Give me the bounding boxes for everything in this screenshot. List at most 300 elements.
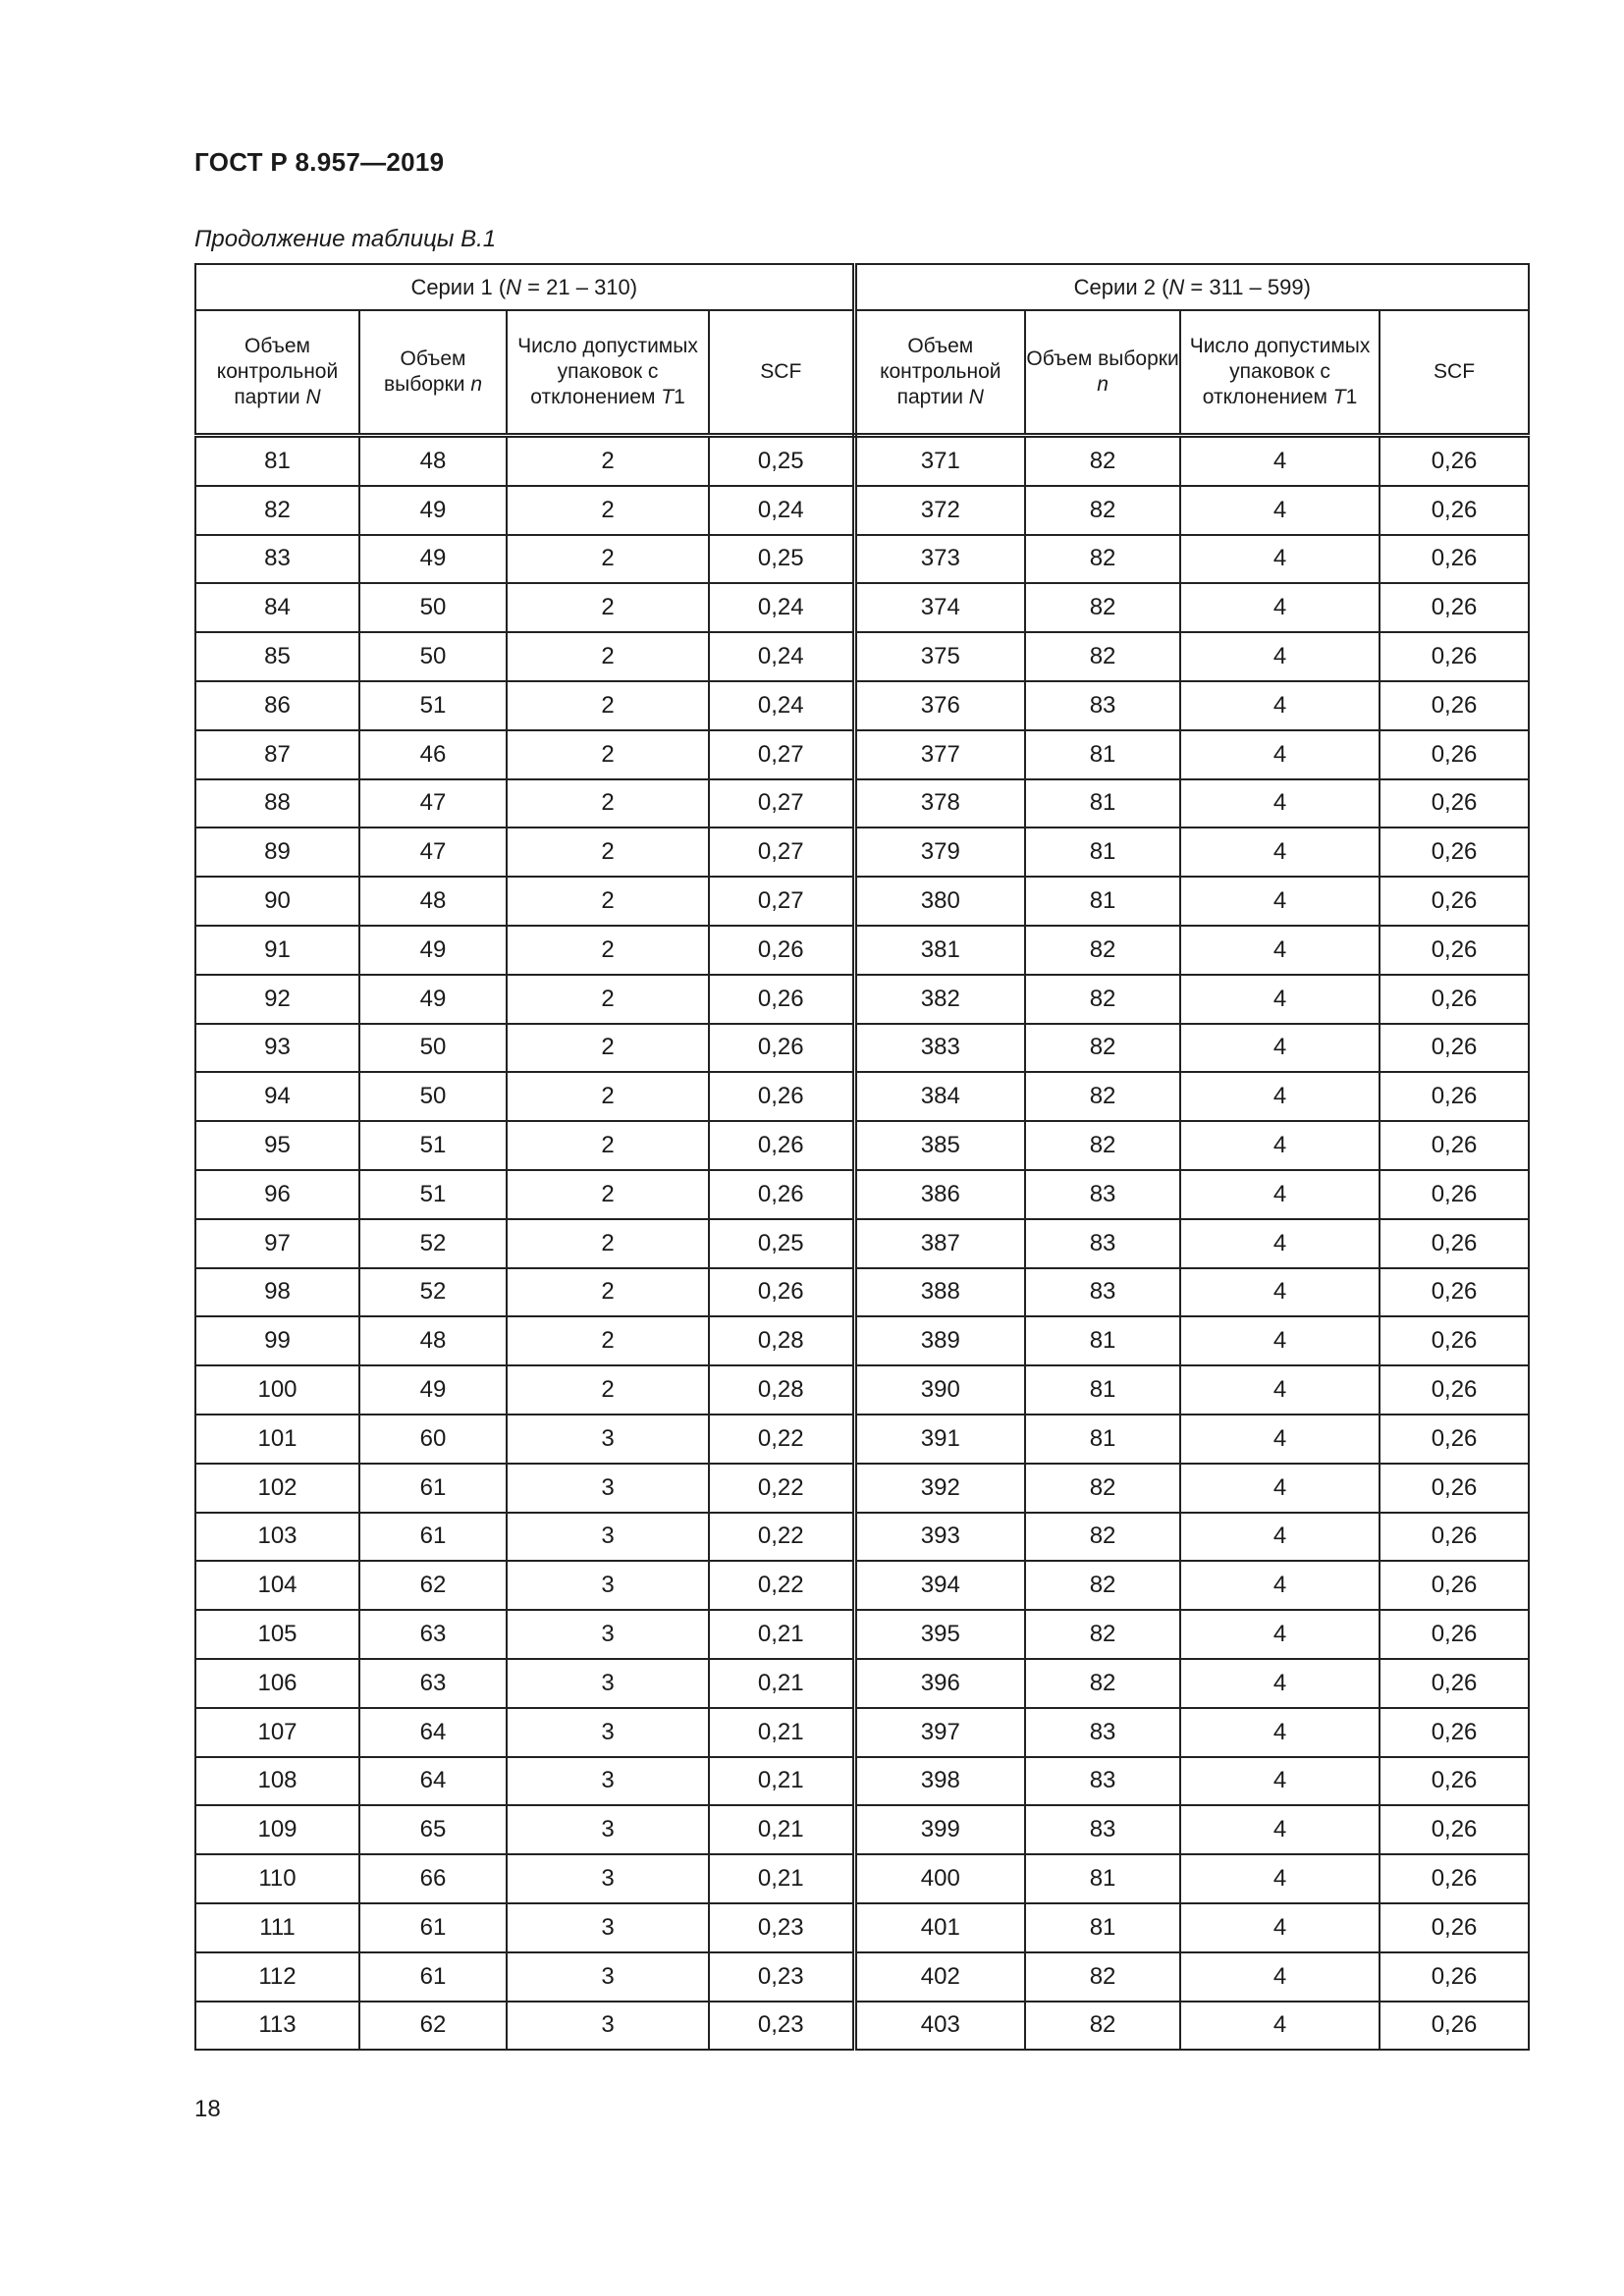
cell-sample-volume-2: 81: [1025, 1903, 1180, 1952]
cell-allowed-packages-1: 2: [507, 535, 709, 584]
cell-scf-2: 0,26: [1380, 486, 1529, 535]
cell-sample-volume-1: 47: [359, 828, 507, 877]
cell-lot-volume-1: 109: [195, 1805, 359, 1854]
cell-lot-volume-1: 101: [195, 1415, 359, 1464]
cell-lot-volume-1: 95: [195, 1121, 359, 1170]
table-row: [195, 632, 1529, 681]
cell-scf-2: 0,26: [1380, 1903, 1529, 1952]
table-row: [195, 730, 1529, 779]
table-row: [195, 1464, 1529, 1513]
cell-scf-1: 0,23: [709, 2002, 854, 2051]
cell-lot-volume-1: 100: [195, 1365, 359, 1415]
cell-allowed-packages-1: 2: [507, 583, 709, 632]
cell-scf-2: 0,26: [1380, 583, 1529, 632]
cell-allowed-packages-2: 4: [1180, 1708, 1380, 1757]
cell-sample-volume-2: 81: [1025, 730, 1180, 779]
cell-sample-volume-1: 51: [359, 1121, 507, 1170]
cell-scf-2: 0,26: [1380, 681, 1529, 730]
page-number: 18: [194, 2096, 221, 2122]
col-scf-1: SCF: [709, 310, 854, 436]
cell-allowed-packages-1: 2: [507, 436, 709, 486]
cell-sample-volume-2: 82: [1025, 2002, 1180, 2051]
col-sample-volume-2: Объем выборки n: [1025, 310, 1180, 436]
cell-lot-volume-1: 91: [195, 926, 359, 975]
cell-sample-volume-1: 61: [359, 1464, 507, 1513]
cell-allowed-packages-1: 2: [507, 632, 709, 681]
cell-sample-volume-2: 81: [1025, 1365, 1180, 1415]
cell-lot-volume-1: 112: [195, 1952, 359, 2002]
cell-lot-volume-1: 103: [195, 1513, 359, 1562]
cell-scf-1: 0,22: [709, 1464, 854, 1513]
cell-allowed-packages-1: 3: [507, 1513, 709, 1562]
cell-lot-volume-2: 383: [854, 1024, 1025, 1073]
cell-sample-volume-2: 81: [1025, 877, 1180, 926]
cell-sample-volume-1: 60: [359, 1415, 507, 1464]
cell-scf-2: 0,26: [1380, 632, 1529, 681]
cell-sample-volume-2: 83: [1025, 1170, 1180, 1219]
cell-allowed-packages-2: 4: [1180, 1952, 1380, 2002]
cell-lot-volume-1: 96: [195, 1170, 359, 1219]
cell-allowed-packages-1: 3: [507, 1952, 709, 2002]
cell-scf-1: 0,28: [709, 1365, 854, 1415]
cell-sample-volume-1: 61: [359, 1513, 507, 1562]
cell-scf-2: 0,26: [1380, 1316, 1529, 1365]
cell-allowed-packages-2: 4: [1180, 486, 1380, 535]
table-row: [195, 1659, 1529, 1708]
cell-allowed-packages-2: 4: [1180, 975, 1380, 1024]
cell-sample-volume-2: 82: [1025, 1561, 1180, 1610]
cell-sample-volume-2: 83: [1025, 1268, 1180, 1317]
cell-lot-volume-1: 110: [195, 1854, 359, 1903]
cell-allowed-packages-2: 4: [1180, 681, 1380, 730]
cell-allowed-packages-2: 4: [1180, 436, 1380, 486]
cell-scf-1: 0,25: [709, 436, 854, 486]
cell-lot-volume-1: 113: [195, 2002, 359, 2051]
table-row: [195, 877, 1529, 926]
cell-scf-1: 0,24: [709, 486, 854, 535]
cell-lot-volume-2: 374: [854, 583, 1025, 632]
cell-scf-2: 0,26: [1380, 1513, 1529, 1562]
cell-allowed-packages-1: 2: [507, 877, 709, 926]
cell-lot-volume-2: 393: [854, 1513, 1025, 1562]
table-row: [195, 535, 1529, 584]
cell-allowed-packages-1: 2: [507, 828, 709, 877]
table-row: [195, 681, 1529, 730]
cell-allowed-packages-2: 4: [1180, 2002, 1380, 2051]
cell-sample-volume-1: 50: [359, 632, 507, 681]
cell-scf-1: 0,25: [709, 535, 854, 584]
cell-allowed-packages-2: 4: [1180, 1415, 1380, 1464]
cell-sample-volume-2: 81: [1025, 828, 1180, 877]
table-row: [195, 1268, 1529, 1317]
cell-lot-volume-2: 375: [854, 632, 1025, 681]
cell-sample-volume-2: 82: [1025, 436, 1180, 486]
cell-sample-volume-1: 49: [359, 486, 507, 535]
cell-allowed-packages-2: 4: [1180, 1072, 1380, 1121]
cell-allowed-packages-2: 4: [1180, 1316, 1380, 1365]
cell-allowed-packages-1: 2: [507, 1365, 709, 1415]
col-scf-2: SCF: [1380, 310, 1529, 436]
cell-scf-1: 0,21: [709, 1757, 854, 1806]
cell-scf-2: 0,26: [1380, 1659, 1529, 1708]
cell-scf-1: 0,25: [709, 1219, 854, 1268]
cell-scf-2: 0,26: [1380, 926, 1529, 975]
cell-scf-1: 0,27: [709, 779, 854, 828]
series-header-row: [195, 264, 1529, 310]
cell-scf-2: 0,26: [1380, 1024, 1529, 1073]
cell-allowed-packages-1: 2: [507, 1316, 709, 1365]
cell-sample-volume-2: 82: [1025, 1952, 1180, 2002]
cell-lot-volume-1: 93: [195, 1024, 359, 1073]
cell-sample-volume-2: 82: [1025, 1610, 1180, 1659]
cell-lot-volume-2: 398: [854, 1757, 1025, 1806]
cell-sample-volume-2: 82: [1025, 1121, 1180, 1170]
cell-sample-volume-1: 49: [359, 926, 507, 975]
table-row: [195, 1708, 1529, 1757]
cell-scf-2: 0,26: [1380, 2002, 1529, 2051]
cell-sample-volume-1: 50: [359, 1024, 507, 1073]
col-allowed-packages-1: Число допустимых упаковок с отклонением T1: [507, 310, 709, 436]
cell-sample-volume-1: 52: [359, 1219, 507, 1268]
cell-lot-volume-1: 90: [195, 877, 359, 926]
cell-lot-volume-2: 400: [854, 1854, 1025, 1903]
cell-allowed-packages-2: 4: [1180, 1805, 1380, 1854]
cell-lot-volume-1: 97: [195, 1219, 359, 1268]
cell-scf-2: 0,26: [1380, 1268, 1529, 1317]
cell-sample-volume-1: 61: [359, 1952, 507, 2002]
cell-allowed-packages-1: 3: [507, 1415, 709, 1464]
cell-scf-1: 0,26: [709, 975, 854, 1024]
cell-lot-volume-2: 395: [854, 1610, 1025, 1659]
table-row: [195, 1170, 1529, 1219]
cell-allowed-packages-2: 4: [1180, 730, 1380, 779]
table-row: [195, 1024, 1529, 1073]
cell-lot-volume-1: 88: [195, 779, 359, 828]
cell-allowed-packages-1: 2: [507, 975, 709, 1024]
cell-scf-1: 0,24: [709, 583, 854, 632]
cell-sample-volume-2: 82: [1025, 1072, 1180, 1121]
cell-lot-volume-1: 105: [195, 1610, 359, 1659]
cell-sample-volume-1: 48: [359, 436, 507, 486]
cell-allowed-packages-2: 4: [1180, 1757, 1380, 1806]
cell-lot-volume-2: 394: [854, 1561, 1025, 1610]
cell-lot-volume-2: 380: [854, 877, 1025, 926]
cell-scf-2: 0,26: [1380, 1952, 1529, 2002]
table-row: [195, 1121, 1529, 1170]
cell-lot-volume-2: 388: [854, 1268, 1025, 1317]
cell-lot-volume-2: 389: [854, 1316, 1025, 1365]
cell-sample-volume-2: 82: [1025, 926, 1180, 975]
cell-lot-volume-1: 107: [195, 1708, 359, 1757]
cell-scf-2: 0,26: [1380, 1757, 1529, 1806]
cell-allowed-packages-1: 2: [507, 926, 709, 975]
cell-allowed-packages-2: 4: [1180, 926, 1380, 975]
cell-sample-volume-1: 52: [359, 1268, 507, 1317]
cell-sample-volume-2: 82: [1025, 1659, 1180, 1708]
cell-lot-volume-1: 89: [195, 828, 359, 877]
cell-sample-volume-2: 83: [1025, 1219, 1180, 1268]
cell-scf-2: 0,26: [1380, 1708, 1529, 1757]
cell-lot-volume-1: 84: [195, 583, 359, 632]
table-body: [195, 436, 1529, 2051]
cell-allowed-packages-2: 4: [1180, 1513, 1380, 1562]
cell-allowed-packages-1: 2: [507, 1219, 709, 1268]
cell-sample-volume-2: 82: [1025, 486, 1180, 535]
cell-allowed-packages-2: 4: [1180, 1170, 1380, 1219]
column-header-row: [195, 310, 1529, 436]
cell-sample-volume-1: 62: [359, 2002, 507, 2051]
cell-allowed-packages-2: 4: [1180, 1464, 1380, 1513]
cell-allowed-packages-1: 2: [507, 1170, 709, 1219]
cell-allowed-packages-2: 4: [1180, 1561, 1380, 1610]
table-row: [195, 1854, 1529, 1903]
cell-scf-2: 0,26: [1380, 1170, 1529, 1219]
table-row: [195, 1561, 1529, 1610]
cell-scf-1: 0,26: [709, 1268, 854, 1317]
cell-scf-2: 0,26: [1380, 975, 1529, 1024]
cell-allowed-packages-1: 2: [507, 681, 709, 730]
cell-scf-1: 0,21: [709, 1610, 854, 1659]
cell-allowed-packages-1: 3: [507, 2002, 709, 2051]
sampling-table: [194, 263, 1530, 2051]
cell-lot-volume-2: 384: [854, 1072, 1025, 1121]
cell-lot-volume-1: 85: [195, 632, 359, 681]
table-caption: Продолжение таблицы В.1: [194, 226, 497, 252]
table-row: [195, 926, 1529, 975]
cell-sample-volume-1: 50: [359, 583, 507, 632]
cell-allowed-packages-1: 3: [507, 1708, 709, 1757]
cell-lot-volume-2: 372: [854, 486, 1025, 535]
cell-allowed-packages-2: 4: [1180, 1659, 1380, 1708]
cell-sample-volume-2: 82: [1025, 632, 1180, 681]
cell-allowed-packages-1: 2: [507, 779, 709, 828]
cell-allowed-packages-2: 4: [1180, 632, 1380, 681]
table-row: [195, 828, 1529, 877]
cell-allowed-packages-2: 4: [1180, 1610, 1380, 1659]
cell-scf-2: 0,26: [1380, 1464, 1529, 1513]
cell-scf-2: 0,26: [1380, 1805, 1529, 1854]
cell-allowed-packages-1: 3: [507, 1659, 709, 1708]
cell-lot-volume-2: 396: [854, 1659, 1025, 1708]
cell-sample-volume-2: 83: [1025, 681, 1180, 730]
table-row: [195, 1903, 1529, 1952]
cell-sample-volume-1: 64: [359, 1757, 507, 1806]
cell-scf-1: 0,22: [709, 1513, 854, 1562]
table-row: [195, 1219, 1529, 1268]
cell-sample-volume-2: 81: [1025, 1415, 1180, 1464]
cell-lot-volume-2: 387: [854, 1219, 1025, 1268]
cell-lot-volume-1: 99: [195, 1316, 359, 1365]
cell-lot-volume-2: 381: [854, 926, 1025, 975]
cell-sample-volume-1: 50: [359, 1072, 507, 1121]
cell-scf-1: 0,21: [709, 1659, 854, 1708]
cell-scf-1: 0,27: [709, 877, 854, 926]
cell-scf-2: 0,26: [1380, 1610, 1529, 1659]
cell-allowed-packages-1: 2: [507, 730, 709, 779]
cell-scf-1: 0,21: [709, 1708, 854, 1757]
cell-scf-2: 0,26: [1380, 1415, 1529, 1464]
document-id: ГОСТ Р 8.957—2019: [194, 147, 445, 177]
cell-sample-volume-2: 82: [1025, 583, 1180, 632]
cell-scf-2: 0,26: [1380, 1854, 1529, 1903]
table-row: [195, 1757, 1529, 1806]
cell-allowed-packages-2: 4: [1180, 1854, 1380, 1903]
cell-sample-volume-1: 63: [359, 1610, 507, 1659]
cell-allowed-packages-2: 4: [1180, 1024, 1380, 1073]
cell-sample-volume-2: 81: [1025, 1854, 1180, 1903]
cell-lot-volume-1: 94: [195, 1072, 359, 1121]
cell-allowed-packages-2: 4: [1180, 877, 1380, 926]
cell-scf-2: 0,26: [1380, 1072, 1529, 1121]
cell-lot-volume-2: 382: [854, 975, 1025, 1024]
cell-allowed-packages-2: 4: [1180, 779, 1380, 828]
cell-sample-volume-1: 48: [359, 1316, 507, 1365]
cell-sample-volume-1: 61: [359, 1903, 507, 1952]
cell-scf-2: 0,26: [1380, 779, 1529, 828]
cell-allowed-packages-1: 2: [507, 1024, 709, 1073]
cell-lot-volume-2: 385: [854, 1121, 1025, 1170]
cell-sample-volume-1: 65: [359, 1805, 507, 1854]
cell-scf-1: 0,23: [709, 1903, 854, 1952]
cell-scf-1: 0,23: [709, 1952, 854, 2002]
cell-allowed-packages-1: 3: [507, 1757, 709, 1806]
cell-lot-volume-1: 111: [195, 1903, 359, 1952]
table-row: [195, 1610, 1529, 1659]
cell-lot-volume-1: 104: [195, 1561, 359, 1610]
cell-allowed-packages-1: 3: [507, 1610, 709, 1659]
cell-allowed-packages-1: 2: [507, 486, 709, 535]
cell-lot-volume-2: 403: [854, 2002, 1025, 2051]
cell-scf-1: 0,24: [709, 632, 854, 681]
cell-lot-volume-2: 373: [854, 535, 1025, 584]
cell-lot-volume-1: 83: [195, 535, 359, 584]
cell-sample-volume-1: 64: [359, 1708, 507, 1757]
table-row: [195, 779, 1529, 828]
col-lot-volume-1: Объем контрольной партии N: [195, 310, 359, 436]
cell-lot-volume-2: 371: [854, 436, 1025, 486]
cell-allowed-packages-1: 3: [507, 1854, 709, 1903]
cell-lot-volume-2: 390: [854, 1365, 1025, 1415]
cell-allowed-packages-1: 3: [507, 1805, 709, 1854]
cell-sample-volume-1: 51: [359, 681, 507, 730]
cell-allowed-packages-1: 2: [507, 1268, 709, 1317]
cell-sample-volume-2: 82: [1025, 1024, 1180, 1073]
table-row: [195, 2002, 1529, 2051]
cell-sample-volume-1: 49: [359, 535, 507, 584]
cell-allowed-packages-1: 2: [507, 1121, 709, 1170]
cell-scf-2: 0,26: [1380, 1121, 1529, 1170]
cell-lot-volume-1: 92: [195, 975, 359, 1024]
cell-allowed-packages-2: 4: [1180, 1219, 1380, 1268]
cell-lot-volume-1: 81: [195, 436, 359, 486]
cell-scf-2: 0,26: [1380, 730, 1529, 779]
cell-scf-1: 0,26: [709, 1121, 854, 1170]
cell-sample-volume-1: 63: [359, 1659, 507, 1708]
cell-sample-volume-2: 83: [1025, 1757, 1180, 1806]
table-row: [195, 1365, 1529, 1415]
table-row: [195, 975, 1529, 1024]
cell-allowed-packages-1: 3: [507, 1464, 709, 1513]
cell-sample-volume-2: 82: [1025, 1464, 1180, 1513]
table-row: [195, 436, 1529, 486]
cell-lot-volume-2: 391: [854, 1415, 1025, 1464]
cell-allowed-packages-2: 4: [1180, 1268, 1380, 1317]
cell-scf-1: 0,22: [709, 1415, 854, 1464]
cell-lot-volume-2: 402: [854, 1952, 1025, 2002]
table-row: [195, 1513, 1529, 1562]
table-row: [195, 1072, 1529, 1121]
cell-scf-2: 0,26: [1380, 535, 1529, 584]
cell-lot-volume-2: 401: [854, 1903, 1025, 1952]
series-1-header: Серии 1 (N = 21 – 310): [195, 264, 854, 310]
cell-scf-2: 0,26: [1380, 436, 1529, 486]
cell-allowed-packages-2: 4: [1180, 535, 1380, 584]
cell-lot-volume-2: 377: [854, 730, 1025, 779]
series-2-header: Серии 2 (N = 311 – 599): [854, 264, 1529, 310]
cell-scf-1: 0,21: [709, 1854, 854, 1903]
cell-allowed-packages-2: 4: [1180, 828, 1380, 877]
cell-sample-volume-1: 66: [359, 1854, 507, 1903]
cell-lot-volume-2: 392: [854, 1464, 1025, 1513]
cell-scf-2: 0,26: [1380, 828, 1529, 877]
col-lot-volume-2: Объем контрольной партии N: [854, 310, 1025, 436]
cell-scf-1: 0,26: [709, 1170, 854, 1219]
cell-scf-1: 0,28: [709, 1316, 854, 1365]
cell-sample-volume-2: 82: [1025, 975, 1180, 1024]
cell-scf-1: 0,27: [709, 730, 854, 779]
cell-lot-volume-1: 98: [195, 1268, 359, 1317]
cell-sample-volume-2: 82: [1025, 535, 1180, 584]
cell-sample-volume-2: 83: [1025, 1805, 1180, 1854]
cell-allowed-packages-1: 3: [507, 1561, 709, 1610]
cell-allowed-packages-2: 4: [1180, 1903, 1380, 1952]
cell-sample-volume-1: 51: [359, 1170, 507, 1219]
table-row: [195, 1316, 1529, 1365]
table-row: [195, 486, 1529, 535]
cell-sample-volume-1: 47: [359, 779, 507, 828]
cell-allowed-packages-1: 2: [507, 1072, 709, 1121]
cell-lot-volume-2: 376: [854, 681, 1025, 730]
cell-sample-volume-1: 49: [359, 1365, 507, 1415]
table-row: [195, 583, 1529, 632]
cell-sample-volume-2: 81: [1025, 1316, 1180, 1365]
cell-scf-1: 0,24: [709, 681, 854, 730]
cell-scf-1: 0,21: [709, 1805, 854, 1854]
cell-lot-volume-1: 86: [195, 681, 359, 730]
cell-scf-1: 0,26: [709, 1024, 854, 1073]
cell-sample-volume-2: 81: [1025, 779, 1180, 828]
col-allowed-packages-2: Число допустимых упаковок с отклонением T1: [1180, 310, 1380, 436]
table-row: [195, 1952, 1529, 2002]
cell-allowed-packages-2: 4: [1180, 583, 1380, 632]
col-sample-volume-1: Объем выборки n: [359, 310, 507, 436]
cell-sample-volume-2: 83: [1025, 1708, 1180, 1757]
cell-allowed-packages-1: 3: [507, 1903, 709, 1952]
cell-sample-volume-1: 46: [359, 730, 507, 779]
cell-scf-1: 0,26: [709, 926, 854, 975]
cell-scf-2: 0,26: [1380, 1219, 1529, 1268]
cell-sample-volume-2: 82: [1025, 1513, 1180, 1562]
cell-sample-volume-1: 49: [359, 975, 507, 1024]
cell-scf-1: 0,26: [709, 1072, 854, 1121]
cell-allowed-packages-2: 4: [1180, 1365, 1380, 1415]
cell-lot-volume-1: 87: [195, 730, 359, 779]
cell-sample-volume-1: 62: [359, 1561, 507, 1610]
cell-scf-2: 0,26: [1380, 1561, 1529, 1610]
cell-lot-volume-1: 106: [195, 1659, 359, 1708]
cell-allowed-packages-2: 4: [1180, 1121, 1380, 1170]
cell-lot-volume-1: 108: [195, 1757, 359, 1806]
